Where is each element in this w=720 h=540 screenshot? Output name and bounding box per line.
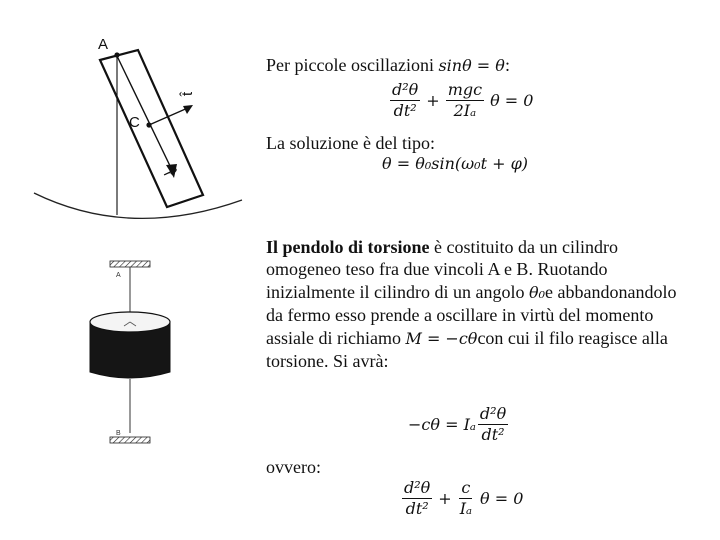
fraction-c-over-i: $\frac{c}{\text{Iₐ}}$ [459, 478, 473, 518]
label-r-hat: r̂ [159, 167, 178, 180]
physical-pendulum-figure [20, 30, 250, 230]
small-angle-approx: sinθ = θ [438, 56, 505, 75]
small-oscillations-text: Per piccole oscillazioni [266, 55, 439, 75]
small-oscillations-line [266, 54, 510, 77]
label-a: A [98, 36, 109, 53]
label-c: C [129, 114, 140, 131]
solution-line: La soluzione è del tipo: [266, 133, 435, 153]
label-b-small: B [116, 430, 121, 437]
fraction-d2theta-2: $\frac{\text{d²θ}}{\text{dt²}}$ [479, 404, 507, 444]
torque-formula: M = −cθ [405, 328, 478, 348]
fraction-mgc: $\frac{\text{mgc}}{\text{2Iₐ}}$ [447, 80, 483, 120]
equation-motion-1: $\frac{\text{d²θ}}{\text{dt²}}$ + $\frac{\text{mgc}}{\text{2Iₐ}}$ θ = 0 [392, 80, 534, 120]
equation-motion-2: $\frac{\text{d²θ}}{\text{dt²}}$ + $\frac{c}{\text{Iₐ}}$ θ = 0 [404, 478, 524, 518]
label-a-small: A [116, 272, 121, 279]
fraction-d2theta-3: $\frac{\text{d²θ}}{\text{dt²}}$ [404, 478, 431, 518]
solution-equation: θ = θ₀sin(ω₀t + φ) [382, 154, 529, 173]
theta0-symbol: θ₀ [528, 282, 545, 302]
ovvero-text: ovvero: [266, 457, 321, 477]
colon: : [504, 55, 510, 75]
torsion-pendulum-figure [80, 255, 190, 455]
label-t-hat: t̂ [179, 91, 196, 96]
torsion-title: Il pendolo di torsione [266, 237, 430, 257]
fraction-d2theta: $\frac{\text{d²θ}}{\text{dt²}}$ [392, 80, 419, 120]
equation-torsion: −cθ = Iₐ $\frac{\text{d²θ}}{\text{dt²}}$ [408, 404, 507, 444]
torsion-pendulum-paragraph: Il pendolo di torsione è costituito da un cilindro omogeneo teso fra due vincoli A e B. Ruotando inizialmente il cilindro di un angolo θ₀e abbandonandolo da fermo esso prende a oscillare in virtù del momento assiale di richiamo M = −cθcon cui il filo reagisce alla torsione. Si avrà: [266, 237, 677, 372]
